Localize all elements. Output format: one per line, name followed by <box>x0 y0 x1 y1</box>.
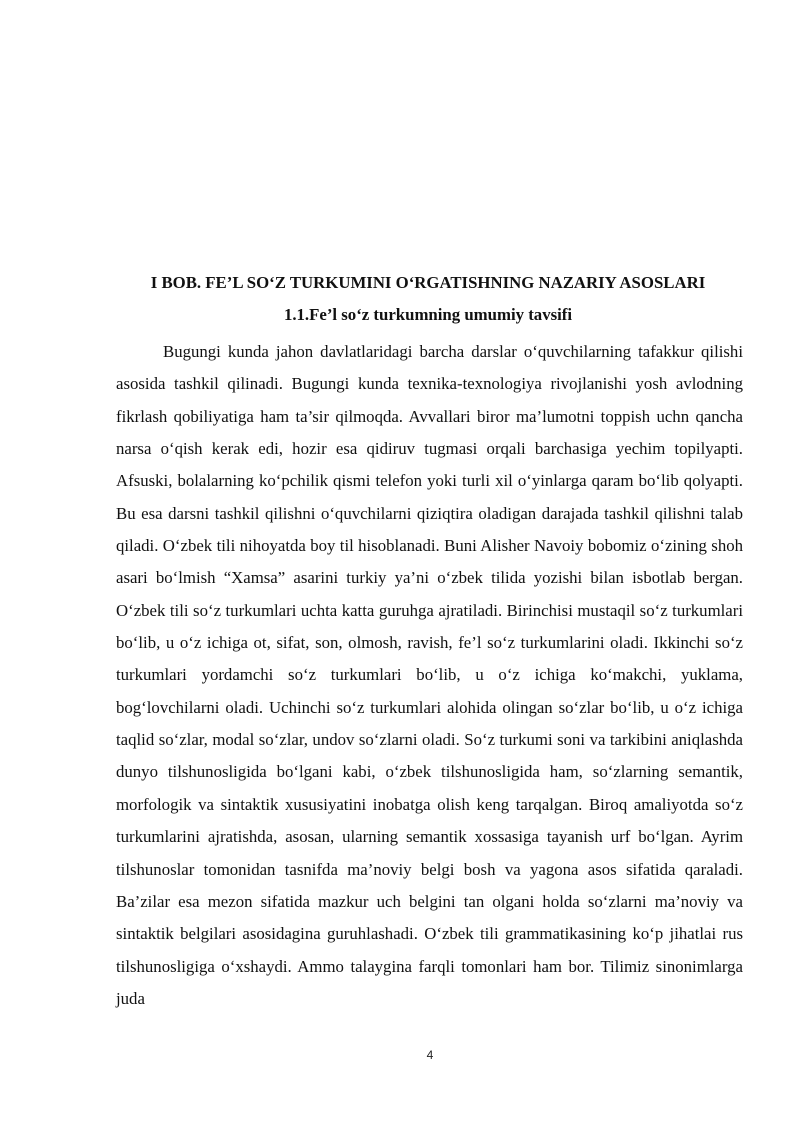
page-number: 4 <box>426 1048 434 1062</box>
section-title: 1.1.Fe’l so‘z turkumning umumiy tavsifi <box>283 305 573 324</box>
body-paragraph: Bugungi kunda jahon davlatlaridagi barcha darslar o‘quvchilarning tafakkur qilishi asosida tashkil qilinadi. Bugungi kunda texnika-texnologiya rivojlanishi yosh avlodning fikrlash qobiliyatiga ham ta’sir qilmoqda. Avvallari biror ma’lumotni toppish uchn qancha narsa o‘qish kerak edi, hozir esa qidiruv tugmasi orqali barchasiga yechim topilyapti. Afsuski, bolalarning ko‘pchilik qismi telefon yoki turli xil o‘yinlarga qaram bo‘lib qolyapti. Bu esa darsni tashkil qilishni o‘quvchilarni qiziqtira oladigan darajada tashkil qilishni talab qiladi. O‘zbek tili nihoyatda boy til hisoblanadi. Buni Alisher Navoiy bobomiz o‘zining shoh asari bo‘lmish “Xamsa” asarini turkiy ya’ni o‘zbek tilida yozishi bilan isbotlab bergan. O‘zbek tili so‘z turkumlari uchta katta guruhga ajratiladi. Birinchisi mustaqil so‘z turkumlari bo‘lib, u o‘z ichiga ot, sifat, son, olmosh, ravish, fe’l so‘z turkumlarini oladi. Ikkinchi so‘z turkumlari yordamchi so‘z turkumlari bo‘lib, u o‘z ichiga ko‘makchi, yuklama, bog‘lovchilarni oladi. Uchinchi so‘z turkumlari alohida olingan so‘zlar bo‘lib, u o‘z ichiga taqlid so‘zlar, modal so‘zlar, undov so‘zlarni oladi. So‘z turkumi soni va tarkibini aniqlashda dunyo tilshunosligida bo‘lgani kabi, o‘zbek tilshunosligida ham, so‘zlarning semantik, morfologik va sintaktik xususiyatini inobatga olish keng tarqalgan. Biroq amaliyotda so‘z turkumlarini ajratishda, asosan, ularning semantik xossasiga tayanish urf bo‘lgan. Ayrim tilshunoslar tomonidan tasnifda ma’noviy belgi bosh va yagona asos sifatida qaraladi. Ba’zilar esa mezon sifatida mazkur uch belgini tan olgani holda so‘zlarni ma’noviy va sintaktik belgilari asosidagina guruhlashadi. O‘zbek tili grammatikasining ko‘p jihatlai rus tilshunosligiga o‘xshaydi. Ammo talaygina farqli tomonlari ham bor. Tilimiz sinonimlarga juda <box>116 342 743 1008</box>
chapter-title: I BOB. FE’L SO‘Z TURKUMINI O‘RGATISHNING NAZARIY ASOSLARI <box>150 273 706 292</box>
